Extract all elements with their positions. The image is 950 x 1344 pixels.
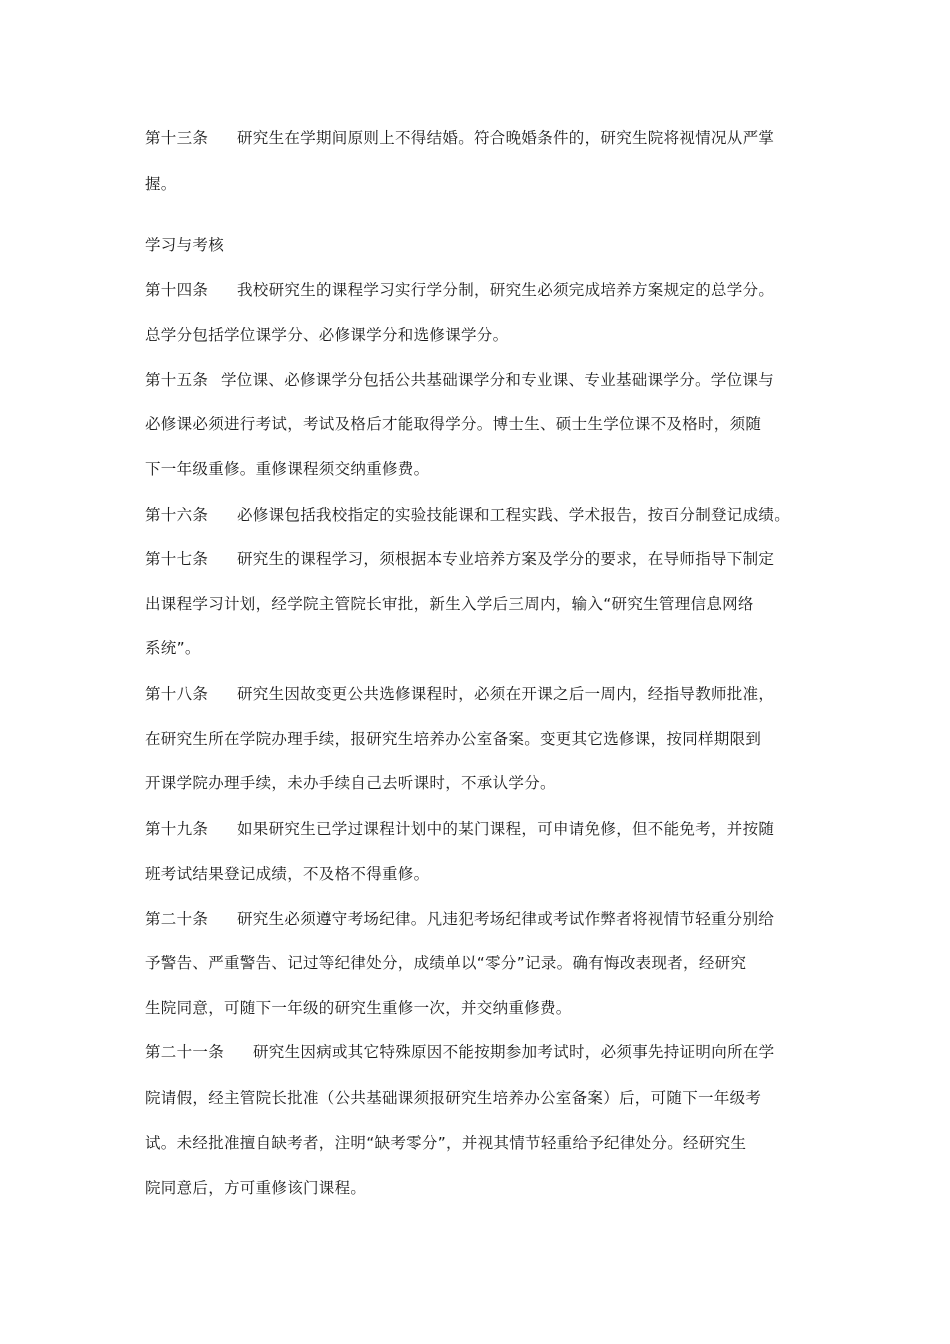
section-heading: 学习与考核	[145, 236, 225, 254]
article-14-line-1	[145, 280, 774, 300]
article-20-number: 第二十条	[145, 910, 209, 928]
article-20-line-1	[145, 909, 774, 929]
article-15-line-1	[145, 370, 774, 390]
article-16-line-1	[145, 505, 790, 525]
article-14-line-2: 总学分包括学位课学分、必修课学分和选修课学分。	[145, 326, 509, 344]
article-16-number: 第十六条	[145, 506, 209, 524]
article-15-line-2: 必修课必须进行考试，考试及格后才能取得学分。博士生、硕士生学位课不及格时，须随	[145, 415, 762, 433]
article-18-line-1	[145, 684, 774, 704]
article-13-line-1	[145, 128, 774, 148]
article-20-line-3: 生院同意，可随下一年级的研究生重修一次，并交纳重修费。	[145, 999, 572, 1017]
article-15-number: 第十五条	[145, 371, 209, 389]
article-17-line-3: 系统”。	[145, 639, 201, 657]
article-13-line-2: 握。	[145, 175, 177, 193]
article-20-line-2: 予警告、严重警告、记过等纪律处分，成绩单以“零分”记录。确有悔改表现者，经研究	[145, 954, 747, 972]
article-15-line-3: 下一年级重修。重修课程须交纳重修费。	[145, 460, 430, 478]
article-19-line-1	[145, 819, 774, 839]
article-14-number: 第十四条	[145, 281, 209, 299]
article-18-line-2: 在研究生所在学院办理手续，报研究生培养办公室备案。变更其它选修课，按同样期限到	[145, 730, 762, 748]
article-13-text: 研究生在学期间原则上不得结婚。符合晚婚条件的，研究生院将视情况从严掌	[237, 129, 775, 147]
article-14-text: 我校研究生的课程学习实行学分制，研究生必须完成培养方案规定的总学分。	[237, 281, 775, 299]
article-15-text: 学位课、必修课学分包括公共基础课学分和专业课、专业基础课学分。学位课与	[221, 371, 775, 389]
article-13-number: 第十三条	[145, 129, 209, 147]
article-20-text: 研究生必须遵守考场纪律。凡违犯考场纪律或考试作弊者将视情节轻重分别给	[237, 910, 775, 928]
article-19-line-2: 班考试结果登记成绩，不及格不得重修。	[145, 865, 430, 883]
article-17-line-1	[145, 549, 774, 569]
article-17-number: 第十七条	[145, 550, 209, 568]
article-21-number: 第二十一条	[145, 1043, 225, 1061]
article-21-text: 研究生因病或其它特殊原因不能按期参加考试时，必须事先持证明向所在学	[253, 1043, 775, 1061]
article-18-text: 研究生因故变更公共选修课程时，必须在开课之后一周内，经指导教师批准，	[237, 685, 775, 703]
article-21-line-4: 院同意后，方可重修该门课程。	[145, 1179, 367, 1197]
article-21-line-3: 试。未经批准擅自缺考者，注明“缺考零分”，并视其情节轻重给予纪律处分。经研究生	[145, 1134, 747, 1152]
article-18-line-3: 开课学院办理手续，未办手续自己去听课时，不承认学分。	[145, 774, 556, 792]
article-17-line-2: 出课程学习计划，经学院主管院长审批，新生入学后三周内，输入“研究生管理信息网络	[145, 595, 754, 613]
article-19-number: 第十九条	[145, 820, 209, 838]
article-18-number: 第十八条	[145, 685, 209, 703]
article-17-text: 研究生的课程学习，须根据本专业培养方案及学分的要求，在导师指导下制定	[237, 550, 775, 568]
article-21-line-1	[145, 1042, 774, 1062]
article-16-text: 必修课包括我校指定的实验技能课和工程实践、学术报告，按百分制登记成绩。	[237, 506, 791, 524]
article-19-text: 如果研究生已学过课程计划中的某门课程，可申请免修，但不能免考，并按随	[237, 820, 775, 838]
article-21-line-2: 院请假，经主管院长批准（公共基础课须报研究生培养办公室备案）后，可随下一年级考	[145, 1089, 762, 1107]
